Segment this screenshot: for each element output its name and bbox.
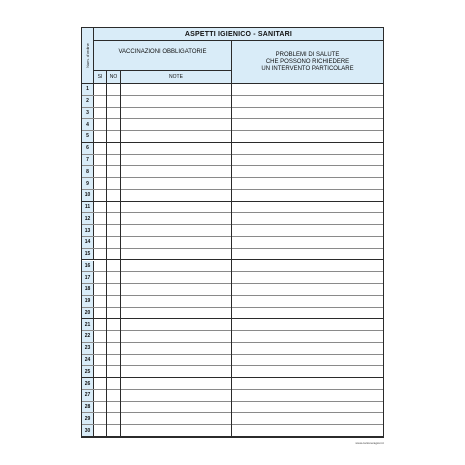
footer-site: www.cartoneragioni.it (355, 441, 384, 445)
table-row (82, 261, 383, 273)
note-column-header: NOTE (121, 71, 232, 84)
row-number: 9 (82, 178, 94, 189)
row-number: 23 (82, 343, 94, 354)
row-number: 27 (82, 390, 94, 401)
row-number: 11 (82, 202, 94, 213)
row-number: 17 (82, 272, 94, 283)
row-number: 4 (82, 119, 94, 130)
row-number: 19 (82, 296, 94, 307)
table-row (82, 119, 383, 131)
table-row (82, 143, 383, 155)
row-number: 7 (82, 155, 94, 166)
table-row (82, 355, 383, 367)
table-row (82, 272, 383, 284)
row-number: 16 (82, 261, 94, 272)
row-number: 14 (82, 237, 94, 248)
vaccinations-header: VACCINAZIONI OBBLIGATORIE (94, 41, 232, 71)
row-number: 12 (82, 213, 94, 224)
table-row (82, 202, 383, 214)
row-number: 8 (82, 166, 94, 177)
column-divider (120, 84, 121, 437)
table-row (82, 366, 383, 378)
table-row (82, 425, 383, 437)
table-row (82, 343, 383, 355)
row-number: 6 (82, 143, 94, 154)
row-number: 29 (82, 413, 94, 424)
column-divider (106, 84, 107, 437)
si-column-header: SI (94, 71, 107, 84)
table-row (82, 319, 383, 331)
table-row (82, 413, 383, 425)
table-row (82, 378, 383, 390)
row-number: 10 (82, 190, 94, 201)
table-row (82, 131, 383, 143)
row-number: 21 (82, 319, 94, 330)
num-order-header (82, 28, 94, 84)
row-number: 15 (82, 249, 94, 260)
row-number: 3 (82, 108, 94, 119)
row-number: 26 (82, 378, 94, 389)
table-row (82, 155, 383, 167)
table-row (82, 96, 383, 108)
row-number: 22 (82, 331, 94, 342)
form-rows (82, 84, 383, 437)
table-row (82, 178, 383, 190)
table-row (82, 249, 383, 261)
table-row (82, 237, 383, 249)
table-row (82, 84, 383, 96)
row-number: 24 (82, 355, 94, 366)
table-row (82, 308, 383, 320)
num-order-label: Num. d'ordine (85, 43, 90, 68)
row-number: 20 (82, 308, 94, 319)
health-register-form (81, 27, 384, 438)
table-row (82, 331, 383, 343)
form-title: ASPETTI IGIENICO - SANITARI (94, 28, 383, 41)
column-divider (231, 84, 232, 437)
row-number: 28 (82, 402, 94, 413)
row-number: 25 (82, 366, 94, 377)
row-number: 18 (82, 284, 94, 295)
row-number: 1 (82, 84, 94, 95)
table-row (82, 296, 383, 308)
table-row (82, 108, 383, 120)
table-row (82, 213, 383, 225)
table-row (82, 390, 383, 402)
health-problems-header: PROBLEMI DI SALUTE CHE POSSONO RICHIEDERE UN INTERVENTO PARTICOLARE (232, 41, 383, 84)
table-row (82, 225, 383, 237)
table-row (82, 190, 383, 202)
row-number: 30 (82, 425, 94, 436)
table-row (82, 166, 383, 178)
row-number: 2 (82, 96, 94, 107)
table-row (82, 402, 383, 414)
table-row (82, 284, 383, 296)
no-column-header: NO (107, 71, 121, 84)
row-number: 13 (82, 225, 94, 236)
row-number: 5 (82, 131, 94, 142)
